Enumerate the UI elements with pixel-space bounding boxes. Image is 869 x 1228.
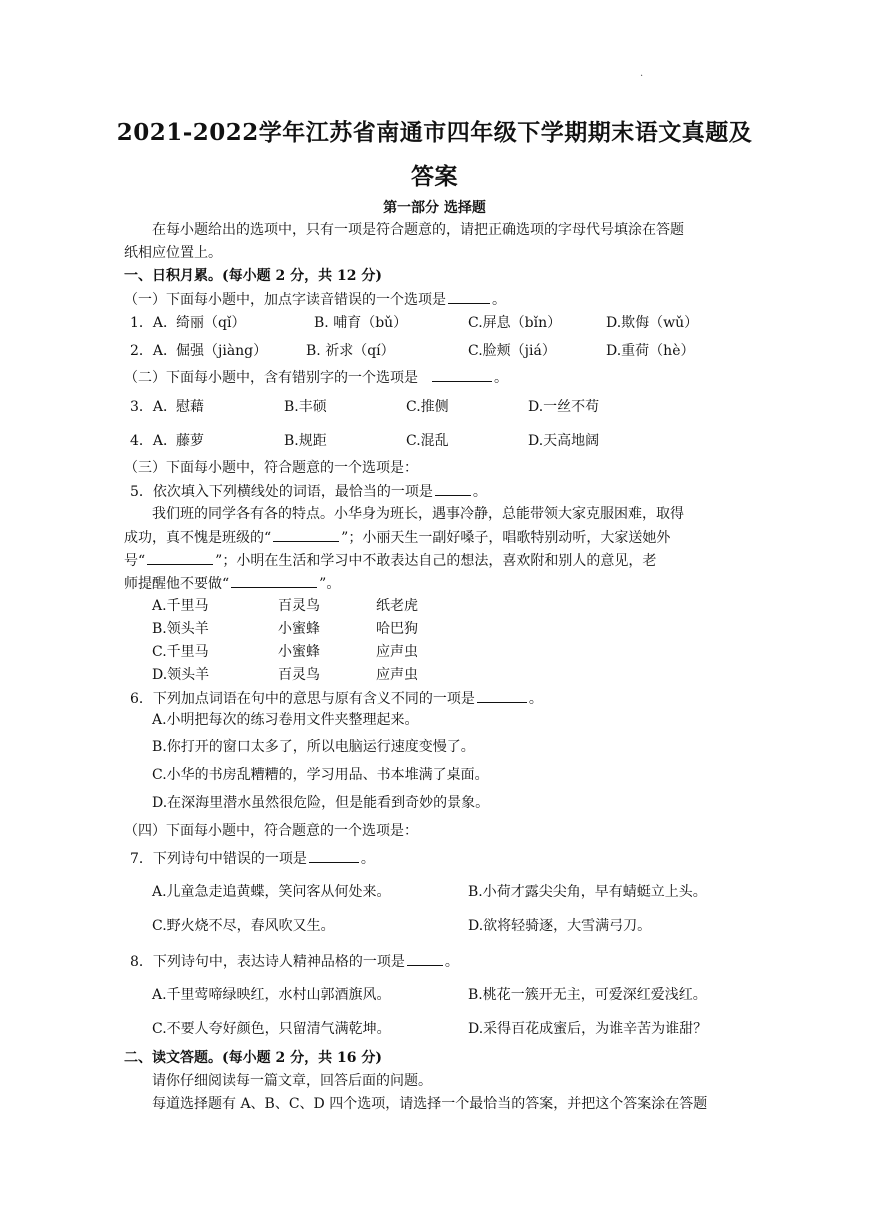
subsection-2 [124, 367, 508, 388]
section-2-instruction-1: 请你仔细阅读每一篇文章，回答后面的问题。 [152, 1073, 432, 1089]
q5-passage-4b: ”。 [319, 576, 341, 592]
q5-passage-2a: 成功，真不愧是班级的“ [124, 530, 272, 546]
q5-option-d-2: 百灵鸟 [278, 667, 320, 683]
q8-stem-text: 8．下列诗句中，表达诗人精神品格的一项是 [130, 954, 405, 970]
q5-passage-1: 我们班的同学各有各的特点。小华身为班长，遇事冷静，总能带领大家克服困难，取得 [152, 506, 684, 522]
q5-option-b-3: 哈巴狗 [376, 621, 418, 637]
q4-option-c: C.混乱 [406, 433, 449, 449]
answer-blank[interactable] [435, 481, 471, 496]
q5-option-a-2: 百灵鸟 [278, 598, 320, 614]
q4-option-d: D.天高地阔 [528, 433, 600, 449]
q3-option-b: B.丰硕 [284, 399, 327, 415]
q5-passage-4a: 师提醒他不要做“ [124, 576, 230, 592]
answer-blank[interactable] [309, 848, 359, 863]
q2-option-a: 倔强（jiàng） [176, 343, 268, 359]
q3-option-d: D.一丝不苟 [528, 399, 600, 415]
intro-line-2: 纸相应位置上。 [124, 245, 222, 261]
q7-stem-end: 。 [360, 851, 375, 867]
q3-option-c: C.推侧 [406, 399, 449, 415]
q8-option-a: A.千里莺啼绿映红，水村山郭酒旗风。 [152, 987, 391, 1003]
subsection-1-end: 。 [492, 292, 506, 308]
q5-option-b-2: 小蜜蜂 [278, 621, 320, 637]
q6-option-c: C.小华的书房乱糟糟的，学习用品、书本堆满了桌面。 [152, 767, 489, 783]
q6-option-d: D.在深海里潜水虽然很危险，但是能看到奇妙的景象。 [152, 795, 490, 811]
q5-passage-3b: ”；小明在生活和学习中不敢表达自己的想法，喜欢附和别人的意见，老 [215, 553, 657, 569]
q5-option-a-3: 纸老虎 [376, 598, 418, 614]
header-dot: . [640, 68, 644, 79]
q7-option-a: A.儿童急走追黄蝶，笑问客从何处来。 [152, 884, 391, 900]
q3-option-a: 慰藉 [176, 399, 204, 415]
q5-stem-end: 。 [472, 484, 487, 500]
q5-passage-3a: 号“ [124, 553, 146, 569]
q6-option-a: A.小明把每次的练习卷用文件夹整理起来。 [152, 712, 419, 728]
answer-blank[interactable] [407, 951, 443, 966]
q1-option-d: D.欺侮（wǔ） [606, 315, 699, 331]
q5-option-d-3: 应声虫 [376, 667, 418, 683]
q6-stem-text: 6．下列加点词语在句中的意思与原有含义不同的一项是 [130, 691, 475, 707]
subsection-2-end: 。 [494, 370, 508, 386]
q1-option-b: B. 哺育（bǔ） [314, 315, 408, 331]
q2-option-d: D.重荷（hè） [606, 343, 695, 359]
q6-option-b: B.你打开的窗口太多了，所以电脑运行速度变慢了。 [152, 739, 475, 755]
q4-option-b: B.规距 [284, 433, 327, 449]
q5-option-d-1: D.领头羊 [152, 667, 210, 683]
answer-blank[interactable] [448, 289, 490, 304]
q8-stem [130, 951, 459, 972]
q5-passage-4 [124, 573, 340, 594]
q7-stem-text: 7．下列诗句中错误的一项是 [130, 851, 307, 867]
section-2-instruction-2: 每道选择题有 A、B、C、D 四个选项，请选择一个最恰当的答案，并把这个答案涂在答题 [152, 1096, 708, 1112]
q5-stem-text: 5．依次填入下列横线处的词语，最恰当的一项是 [130, 484, 433, 500]
q7-stem [130, 848, 375, 869]
q1-number: 1．A． [130, 315, 178, 331]
q4-option-a: 藤萝 [176, 433, 204, 449]
q8-stem-end: 。 [444, 954, 459, 970]
title-line-1: 2021-2022学年江苏省南通市四年级下学期期末语文真题及 [116, 119, 753, 146]
answer-blank[interactable] [432, 367, 492, 382]
q6-stem-end: 。 [528, 691, 543, 707]
q7-option-c: C.野火烧不尽，春风吹又生。 [152, 918, 335, 934]
subsection-4: （四）下面每小题中，符合题意的一个选项是： [124, 823, 418, 839]
section-2-heading: 二、读文答题。(每小题 2 分，共 16 分) [124, 1050, 382, 1066]
q8-option-d: D.采得百花成蜜后，为谁辛苦为谁甜？ [468, 1021, 708, 1037]
q8-option-b: B.桃花一簇开无主，可爱深红爱浅红。 [468, 987, 707, 1003]
q7-option-d: D.欲将轻骑逐，大雪满弓刀。 [468, 918, 652, 934]
q5-option-c-2: 小蜜蜂 [278, 644, 320, 660]
q4-number: 4．A． [130, 433, 178, 449]
q3-number: 3．A． [130, 399, 178, 415]
q1-option-c: C.屏息（bǐn） [468, 315, 562, 331]
q2-number: 2．A． [130, 343, 178, 359]
fill-blank[interactable] [231, 573, 317, 588]
q5-option-a-1: A.千里马 [152, 598, 209, 614]
q5-option-c-1: C.千里马 [152, 644, 209, 660]
q2-option-b: B. 祈求（qí） [306, 343, 395, 359]
subsection-3: （三）下面每小题中，符合题意的一个选项是： [124, 460, 418, 476]
q5-option-c-3: 应声虫 [376, 644, 418, 660]
q7-option-b: B.小荷才露尖尖角，早有蜻蜓立上头。 [468, 884, 707, 900]
answer-blank[interactable] [477, 688, 527, 703]
subsection-2-text: （二）下面每小题中，含有错别字的一个选项是 [124, 370, 418, 386]
q6-stem [130, 688, 543, 709]
q1-option-a: 绮丽（qǐ） [176, 315, 246, 331]
q5-passage-2 [124, 527, 670, 548]
subsection-1-text: （一）下面每小题中，加点字读音错误的一个选项是 [124, 292, 446, 308]
fill-blank[interactable] [273, 527, 339, 542]
q5-stem [130, 481, 487, 502]
fill-blank[interactable] [147, 550, 213, 565]
title-line-2: 答案 [411, 163, 458, 190]
part1-heading: 第一部分 选择题 [383, 200, 486, 216]
q5-passage-3 [124, 550, 656, 571]
q5-option-b-1: B.领头羊 [152, 621, 209, 637]
section-1-heading: 一、日积月累。(每小题 2 分，共 12 分) [124, 268, 382, 284]
intro-line-1: 在每小题给出的选项中，只有一项是符合题意的，请把正确选项的字母代号填涂在答题 [152, 222, 684, 238]
q8-option-c: C.不要人夸好颜色，只留清气满乾坤。 [152, 1021, 391, 1037]
q2-option-c: C.脸颊（jiá） [468, 343, 556, 359]
q5-passage-2b: ”；小丽天生一副好嗓子，唱歌特别动听，大家送她外 [341, 530, 671, 546]
subsection-1 [124, 289, 506, 310]
